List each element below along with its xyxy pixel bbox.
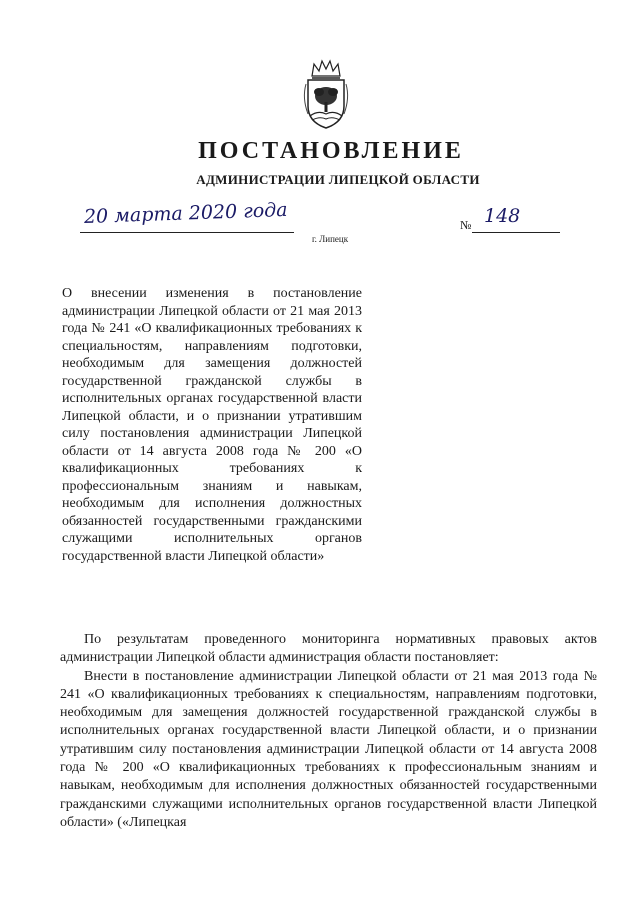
document-subtitle: АДМИНИСТРАЦИИ ЛИПЕЦКОЙ ОБЛАСТИ [196,172,480,187]
body-paragraph: Внести в постановление администрации Липецкой области от 21 мая 2013 года № 241 «О квалификационных требованиях к специальностям, направлениям подготовки, необходимым для замещения должностей государственной гражданской службы в исполнительных органах государственной власти Липецкой области, и о признании утратившим силу постановления администрации Липецкой области от 14 августа 2008 года № 200 «О квалификационных требованиях к профессиональным знаниям и навыкам, необходимым для исполнения должностных обязанностей государственными гражданскими служащими исполнительных органов государственной власти Липецкой области» («Липецкая [60,668,597,830]
handwritten-date: 20 марта 2020 года [83,198,288,228]
document-heading: О внесении изменения в постановление администрации Липецкой области от 21 мая 2013 года № 241 «О квалификационных требованиях к специальностям, направлениям подготовки, необходимым для замещения должностей государственной гражданской службы в исполнительных органах государственной власти Липецкой области, и о признании утратившим силу постановления администрации Липецкой области от 14 августа 2008 года № 200 «О квалификационных требованиях к профессиональным знаниям и навыкам, необходимым для исполнения должностных обязанностей государственными гражданскими служащими исполнительных органов государственной власти Липецкой области» [62,286,362,564]
handwritten-number: 148 [484,205,521,227]
city-label: г. Липецк [312,234,349,244]
coat-of-arms-icon [300,58,352,132]
document-title: ПОСТАНОВЛЕНИЕ [198,138,464,164]
date-underline [80,232,294,233]
body-paragraph: По результатам проведенного мониторинга нормативных правовых актов администрации Липецкой области администрация области постановляет: [60,632,597,666]
document-body [60,631,597,832]
number-underline [472,232,560,233]
number-label: № [460,218,472,232]
